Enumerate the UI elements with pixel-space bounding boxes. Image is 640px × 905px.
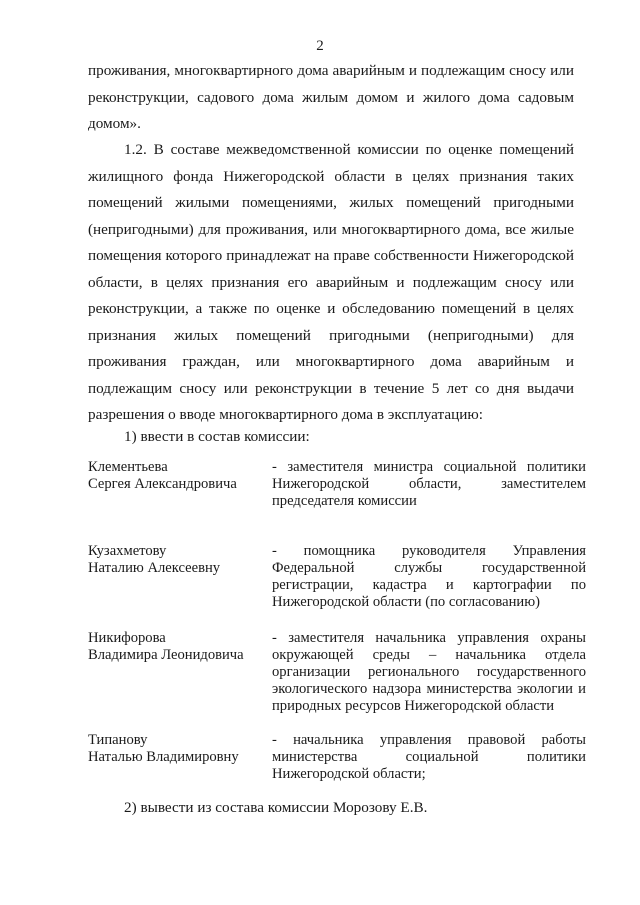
member-entry xyxy=(88,459,586,510)
paragraph-text: 1.2. В составе межведомственной комиссии по оценке помещений жилищного фонда Нижегородской области в целях признания таких помещений жилыми помещениями, жилых помещений пригодными (непригодными) для проживания, или многоквартирного дома, все жилые помещения которого принадлежат на праве собственности Нижегородской области, в целях признания его аварийным и подлежащим сносу или реконструкции, а также по оценке и обследованию помещений в целях признания жилых помещений пригодными (непригодными) для проживания граждан, или многоквартирного дома аварийным и подлежащим сносу или реконструкции в течение 5 лет со дня выдачи разрешения о вводе многоквартирного дома в эксплуатацию: xyxy=(88,141,574,423)
member-given-names: Наталью Владимировну xyxy=(88,749,239,765)
paragraph-text: 2) вывести из состава комиссии Морозову Е.В. xyxy=(124,799,428,816)
member-name xyxy=(88,459,263,510)
member-surname: Типанову xyxy=(88,732,148,748)
item-1-2-paragraph xyxy=(88,137,574,429)
subitem-2 xyxy=(88,795,574,821)
member-role: - помощника руководителя Управления Федеральной службы государственной регистрации, кадастра и картографии по Нижегородской области (по согласованию) xyxy=(272,543,586,610)
member-surname: Клементьева xyxy=(88,459,168,475)
page-number: 2 xyxy=(316,38,324,54)
member-given-names: Сергея Александровича xyxy=(88,476,237,492)
member-name xyxy=(88,543,263,611)
member-surname: Никифорова xyxy=(88,630,166,646)
member-entry xyxy=(88,732,586,783)
paragraph-text: проживания, многоквартирного дома аварийным и подлежащим сносу или реконструкции, садового дома жилым домом и жилого дома садовым домом». xyxy=(88,62,574,132)
paragraph-text: 1) ввести в состав комиссии: xyxy=(124,428,310,445)
member-entry xyxy=(88,630,586,715)
member-name xyxy=(88,732,263,783)
member-name xyxy=(88,630,263,715)
member-entry xyxy=(88,543,586,611)
member-role: - заместителя министра социальной политики Нижегородской области, заместителем председателя комиссии xyxy=(272,459,586,509)
member-role: - заместителя начальника управления охраны окружающей среды – начальника отдела организации регионального государственного экологического надзора министерства экологии и природных ресурсов Нижегородской области xyxy=(272,630,586,714)
member-role: - начальника управления правовой работы министерства социальной политики Нижегородской области; xyxy=(272,732,586,782)
member-given-names: Владимира Леонидовича xyxy=(88,647,244,663)
subitem-1 xyxy=(88,424,574,451)
member-given-names: Наталию Алексеевну xyxy=(88,560,221,576)
continuation-paragraph xyxy=(88,58,574,138)
member-surname: Кузахметову xyxy=(88,543,167,559)
